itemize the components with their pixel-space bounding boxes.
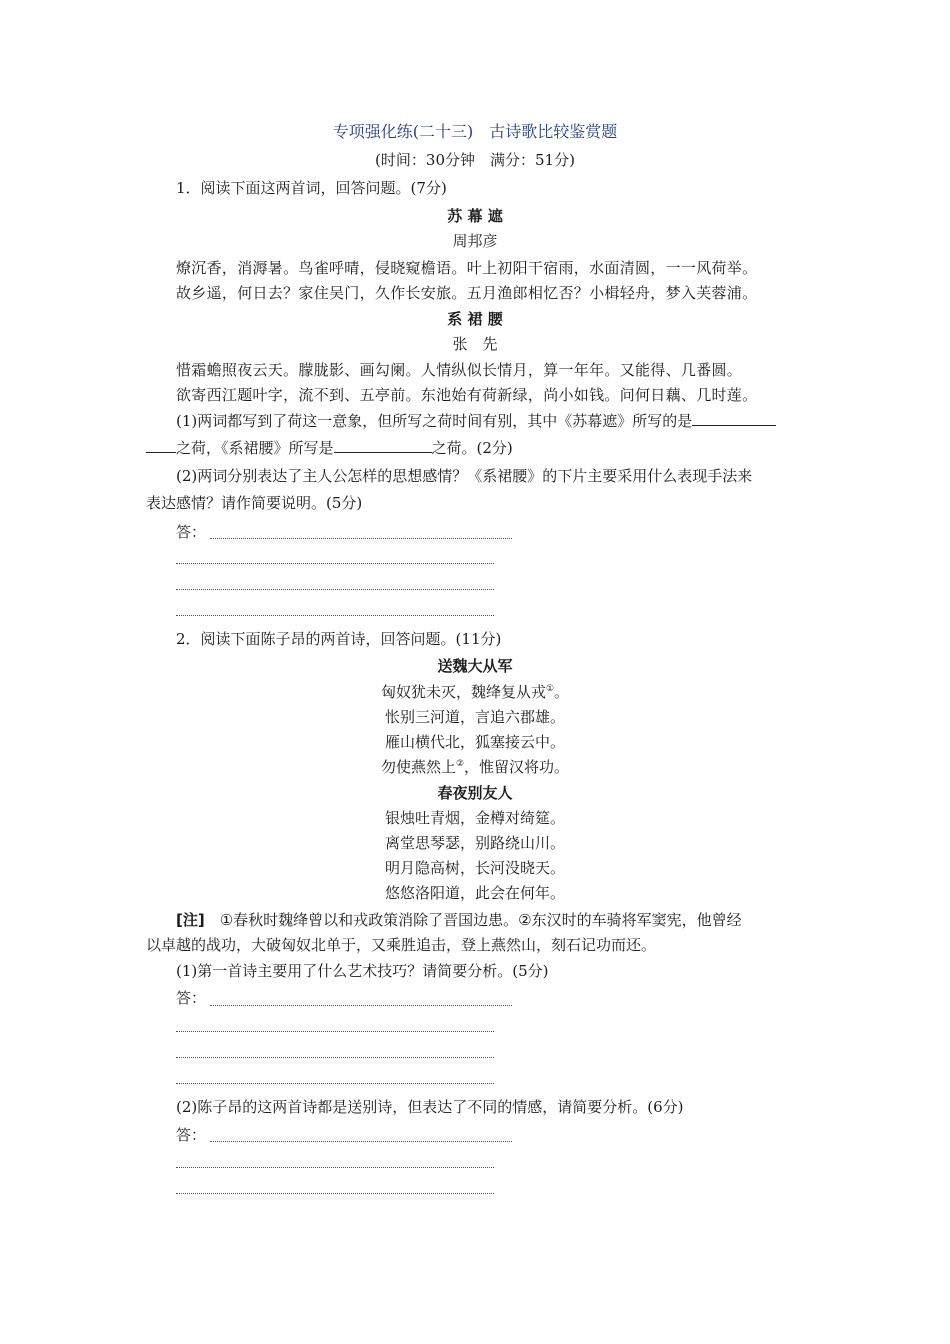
answer-line[interactable]: [176, 563, 494, 564]
poem-line: 怅别三河道，言追六郡雄。: [384, 708, 565, 726]
poem-line: 银烛吐青烟，金樽对绮筵。: [384, 809, 565, 827]
answer-line[interactable]: [176, 589, 494, 590]
page-title: 专项强化练(二十三) 古诗歌比较鉴赏题: [332, 122, 618, 141]
answer-label: 答：: [176, 523, 207, 541]
poem-title-sumuzhe: 苏 幕 遮: [447, 207, 503, 225]
question-2-intro: 2．阅读下面陈子昂的两首诗，回答问题。(11分): [176, 630, 502, 648]
sub1-text: (1)两词都写到了荷这一意象，但所写之荷时间有别，其中《苏幕遮》所写的是: [176, 412, 693, 430]
answer-blank[interactable]: [334, 438, 432, 453]
poem-line: 离堂思琴瑟，别路绕山川。: [384, 834, 565, 852]
answer-line[interactable]: [176, 615, 494, 616]
poem-title-chunye: 春夜别友人: [437, 784, 513, 802]
poem-text: 勿使燕然上: [380, 758, 456, 776]
answer-line[interactable]: [176, 1057, 494, 1058]
note-text: ①春秋时魏绛曾以和戎政策消除了晋国边患。②东汉时的车骑将军窦宪，他曾经: [204, 911, 742, 929]
answer-line[interactable]: [176, 1167, 494, 1168]
question-1-sub1-line2: [146, 438, 513, 458]
poem-line: 雁山横代北，狐塞接云中。: [384, 733, 565, 751]
poem-line: [0, 682, 950, 702]
answer-line[interactable]: [210, 538, 512, 539]
poem-line: 悠悠洛阳道，此会在何年。: [384, 884, 565, 902]
footnote-line: [176, 910, 742, 930]
note-label: [注]: [176, 911, 205, 929]
question-1-sub2-line1: (2)两词分别表达了主人公怎样的思想感情？《系裙腰》的下片主要采用什么表现手法来: [176, 467, 753, 485]
answer-label: 答：: [176, 1126, 207, 1144]
question-1-intro: 1．阅读下面这两首词，回答问题。(7分): [176, 179, 447, 197]
footnote-marker: ①: [545, 684, 555, 694]
poem-author-zhang: 张 先: [452, 335, 498, 353]
exam-meta: (时间：30分钟 满分：51分): [375, 151, 575, 169]
answer-line[interactable]: [176, 1031, 494, 1032]
answer-line[interactable]: [210, 1005, 512, 1006]
poem-line: 欲寄西江题叶字，流不到、五亭前。东池始有荷新绿，尚小如钱。问何日藕、几时莲。: [176, 386, 758, 404]
answer-line[interactable]: [176, 1083, 494, 1084]
poem-line: 燎沉香，消溽暑。鸟雀呼晴，侵晓窥檐语。叶上初阳干宿雨，水面清圆，一一风荷举。: [176, 259, 758, 277]
question-2-sub1: (1)第一首诗主要用了什么艺术技巧？请简要分析。(5分): [176, 962, 549, 980]
answer-blank[interactable]: [146, 438, 176, 453]
poem-line: 惜霜蟾照夜云天。朦胧影、画勾阑。人情纵似长情月，算一年年。又能得、几番圆。: [176, 361, 743, 379]
poem-text: ，惟留汉将功。: [464, 758, 570, 776]
answer-blank[interactable]: [692, 411, 776, 426]
footnote-marker: ②: [455, 759, 465, 769]
poem-text: 。: [554, 683, 570, 701]
poem-title-songweida: 送魏大从军: [437, 657, 513, 675]
answer-line[interactable]: [210, 1141, 512, 1142]
sub1-text: 之荷。(2分): [431, 439, 513, 457]
poem-line: 明月隐高树，长河没晓天。: [384, 859, 565, 877]
poem-line: [0, 757, 950, 777]
question-2-sub2: (2)陈子昂的这两首诗都是送别诗，但表达了不同的情感，请简要分析。(6分): [176, 1098, 684, 1116]
question-1-sub2-line2: 表达感情？请作简要说明。(5分): [146, 494, 363, 512]
answer-label: 答：: [176, 989, 207, 1007]
poem-text: 匈奴犹未灭，魏绛复从戎: [380, 683, 546, 701]
poem-title-xiqunyao: 系 裙 腰: [447, 310, 503, 328]
poem-author-zhou: 周邦彦: [452, 232, 498, 250]
footnote-line: 以卓越的战功，大破匈奴北单于，又乘胜追击，登上燕然山，刻石记功而还。: [146, 936, 657, 954]
sub1-text: 之荷，《系裙腰》所写是: [176, 439, 334, 457]
poem-line: 故乡遥，何日去？家住吴门，久作长安旅。五月渔郎相忆否？小楫轻舟，梦入芙蓉浦。: [176, 284, 758, 302]
answer-line[interactable]: [176, 1193, 494, 1194]
question-1-sub1-line1: [176, 411, 776, 431]
